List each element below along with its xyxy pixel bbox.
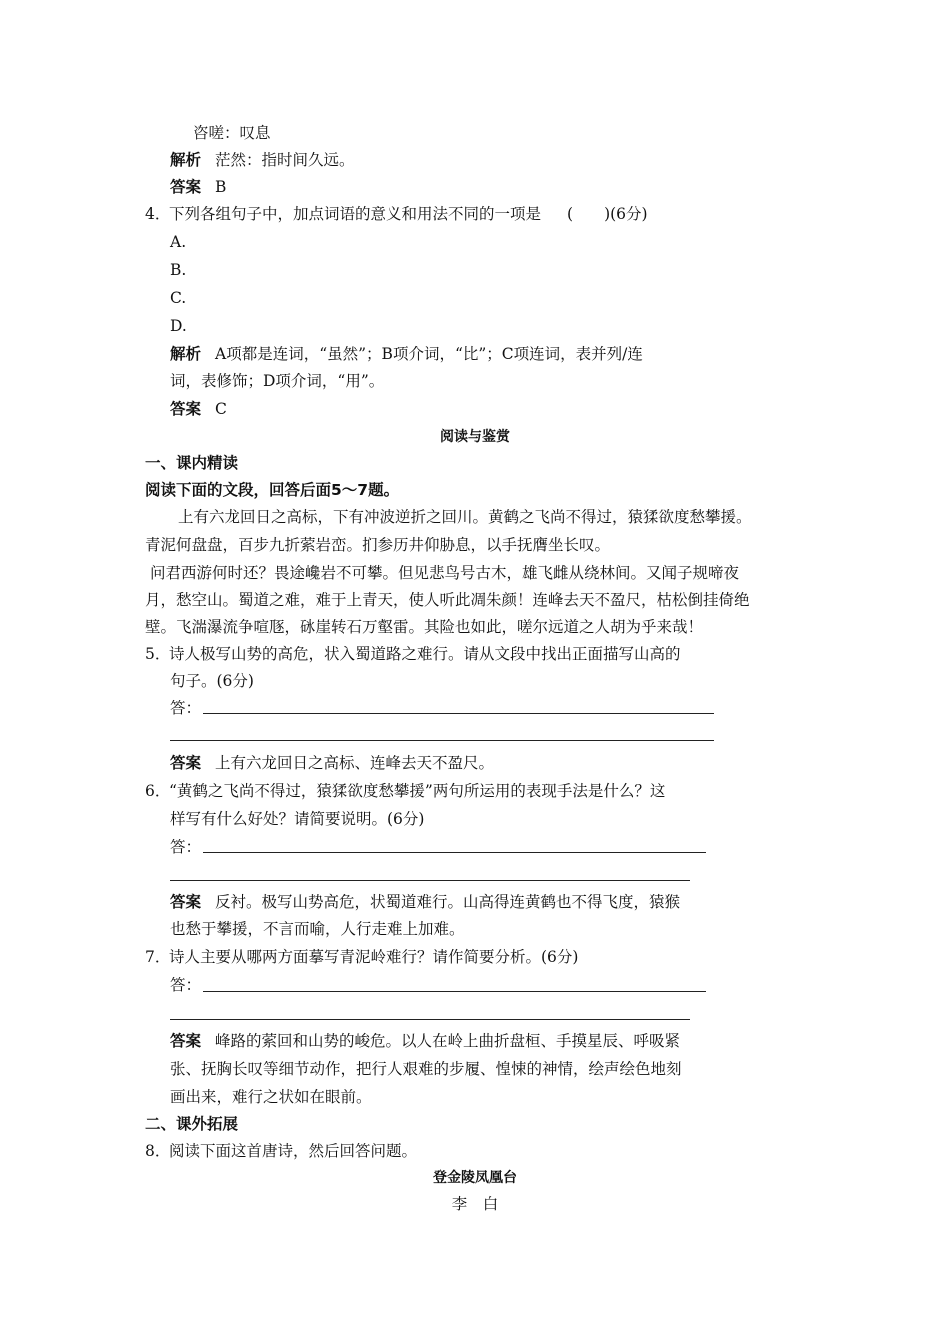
q6-answer-prompt: 答：: [170, 838, 202, 856]
question-7-line1: 7．诗人主要从哪两方面摹写青泥岭难行？请作简要分析。(6分): [145, 948, 579, 966]
question-number: 7．: [145, 948, 171, 966]
answer-label: 答案: [170, 754, 202, 772]
answer-value: B: [215, 178, 227, 196]
q7-answer-line-2[interactable]: [170, 1019, 690, 1020]
analysis-text: 茫然：指时间久远。: [215, 151, 355, 169]
question-number: 4．: [145, 205, 171, 223]
q7-answer-line-1[interactable]: [203, 991, 706, 992]
part1-heading: 一、课内精读: [145, 454, 239, 472]
q5-answer-line-2[interactable]: [170, 740, 714, 741]
question-5-line2: 句子。(6分): [170, 672, 254, 690]
option-b: B.: [170, 261, 187, 279]
answer-label: 答案: [170, 178, 202, 196]
q6-answer-line1: 答案 反衬。极写山势高危，状蜀道难行。山高得连黄鹤也不得飞度，猿猴: [170, 893, 681, 911]
q5-answer: 答案 上有六龙回日之高标、连峰去天不盈尺。: [170, 754, 495, 772]
question-4-stem: 4．下列各组句子中，加点词语的意义和用法不同的一项是 ( )(6分): [145, 205, 648, 223]
answer-block: [170, 176, 226, 198]
question-number: 8．: [145, 1142, 171, 1160]
gloss-line: 咨嗟：叹息: [193, 124, 271, 142]
q6-answer-line-2[interactable]: [170, 880, 690, 881]
answer-value: C: [215, 400, 227, 418]
q7-answer-line1: 答案 峰路的萦回和山势的峻危。以人在岭上曲折盘桓、手摸星辰、呼吸紧: [170, 1032, 681, 1050]
q7-answer-prompt: 答：: [170, 976, 202, 994]
q5-answer-prompt: 答：: [170, 699, 202, 717]
analysis-label: 解析: [170, 151, 202, 169]
q4-analysis-line1: 解析 A项都是连词，“虽然”；B项介词，“比”；C项连词，表并列/连: [170, 345, 643, 363]
poem-title: 登金陵凤凰台: [433, 1170, 517, 1186]
q5-answer-line-1[interactable]: [203, 713, 714, 714]
q6-answer-line-1[interactable]: [203, 852, 706, 853]
option-a: A.: [170, 233, 187, 251]
q6-answer-line2: 也愁于攀援，不言而喻，人行走难上加难。: [170, 920, 465, 938]
analysis-block: [170, 149, 355, 171]
poem-author: 李 白: [451, 1195, 499, 1213]
question-5-line1: 5．诗人极写山势的高危，状入蜀道路之难行。请从文段中找出正面描写山高的: [145, 645, 681, 663]
passage-line-4: 月，愁空山。蜀道之难，难于上青天，使人听此凋朱颜！连峰去天不盈尺，枯松倒挂倚绝: [145, 591, 750, 609]
passage-line-2: 青泥何盘盘，百步九折萦岩峦。扪参历井仰胁息，以手抚膺坐长叹。: [145, 536, 611, 554]
q4-analysis-line2: 词，表修饰；D项介词，“用”。: [170, 372, 385, 390]
passage-line-5: 壁。飞湍瀑流争喧豗，砯崖转石万壑雷。其险也如此，嗟尔远道之人胡为乎来哉！: [145, 618, 704, 636]
question-number: 5．: [145, 645, 171, 663]
q4-answer: [170, 398, 227, 420]
analysis-label: 解析: [170, 345, 202, 363]
q7-answer-line2: 张、抚胸长叹等细节动作，把行人艰难的步履、惶悚的神情，绘声绘色地刻: [170, 1060, 682, 1078]
question-6-line1: 6．“黄鹤之飞尚不得过，猿猱欲度愁攀援”两句所运用的表现手法是什么？这: [145, 782, 666, 800]
question-8-line1: 8．阅读下面这首唐诗，然后回答问题。: [145, 1142, 418, 1160]
answer-label: 答案: [170, 400, 202, 418]
answer-label: 答案: [170, 1032, 202, 1050]
option-d: D.: [170, 317, 187, 335]
q7-answer-line3: 画出来，难行之状如在眼前。: [170, 1088, 372, 1106]
answer-label: 答案: [170, 893, 202, 911]
passage-line-1: 上有六龙回日之高标，下有冲波逆折之回川。黄鹤之飞尚不得过，猿猱欲度愁攀援。: [178, 508, 752, 526]
option-c: C.: [170, 289, 187, 307]
section-title: 阅读与鉴赏: [440, 429, 510, 445]
question-6-line2: 样写有什么好处？请简要说明。(6分): [170, 810, 425, 828]
score-paren: ( )(6分): [567, 205, 648, 223]
question-number: 6．: [145, 782, 171, 800]
part1-instruction: 阅读下面的文段，回答后面5～7题。: [145, 481, 400, 499]
passage-line-3: 问君西游何时还？畏途巉岩不可攀。但见悲鸟号古木，雄飞雌从绕林间。又闻子规啼夜: [150, 564, 740, 582]
part2-heading: 二、课外拓展: [145, 1115, 239, 1133]
